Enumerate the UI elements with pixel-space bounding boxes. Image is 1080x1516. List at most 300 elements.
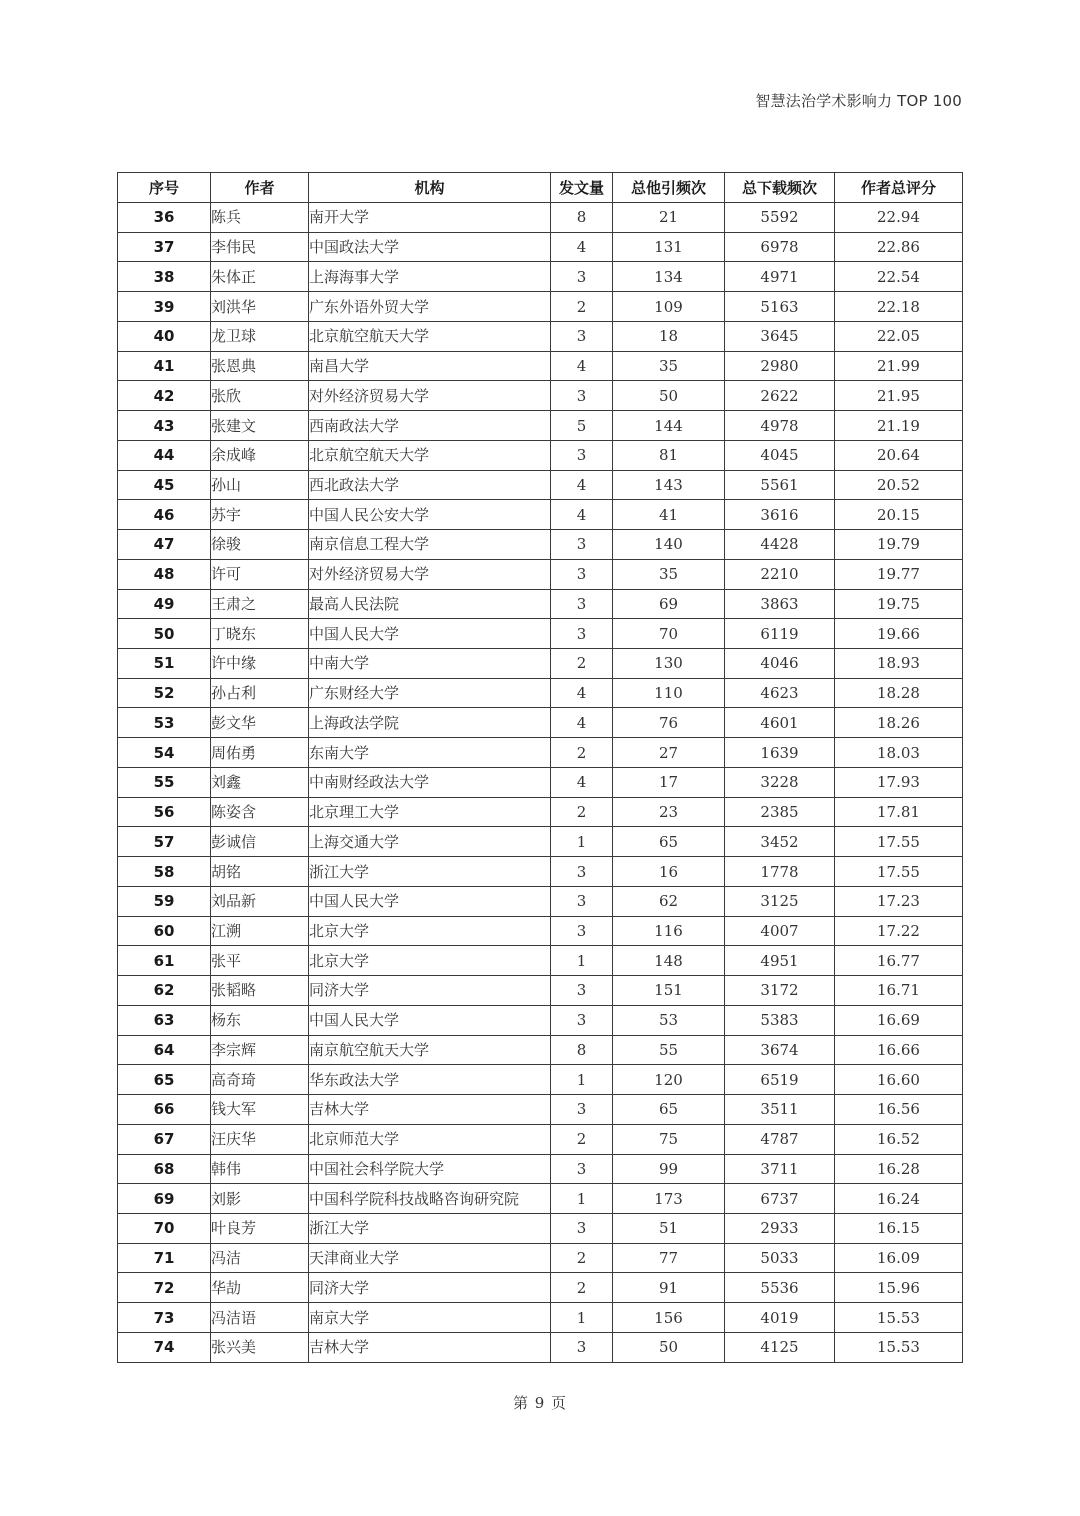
table-row [118,1124,963,1154]
cell-rank: 59 [118,886,211,916]
cell-score: 16.28 [835,1154,963,1184]
cell-score: 19.79 [835,530,963,560]
cell-rank: 48 [118,559,211,589]
cell-score: 16.24 [835,1184,963,1214]
cell-institution: 北京大学 [309,916,551,946]
cell-paper-count: 8 [551,1035,613,1065]
table-row [118,1273,963,1303]
table-row [118,203,963,233]
cell-author: 华劼 [211,1273,309,1303]
cell-downloads: 4623 [725,678,835,708]
cell-institution: 南京航空航天大学 [309,1035,551,1065]
cell-author: 张欣 [211,381,309,411]
cell-citations: 65 [613,1095,725,1125]
cell-citations: 134 [613,262,725,292]
table-row [118,1303,963,1333]
cell-rank: 61 [118,946,211,976]
cell-citations: 91 [613,1273,725,1303]
cell-citations: 70 [613,619,725,649]
table-row [118,946,963,976]
cell-author: 周佑勇 [211,738,309,768]
cell-downloads: 2622 [725,381,835,411]
cell-rank: 63 [118,1005,211,1035]
cell-rank: 38 [118,262,211,292]
cell-downloads: 4428 [725,530,835,560]
table-row [118,321,963,351]
cell-author: 刘鑫 [211,767,309,797]
cell-paper-count: 3 [551,589,613,619]
table-row [118,1095,963,1125]
cell-downloads: 4046 [725,649,835,679]
cell-institution: 北京航空航天大学 [309,440,551,470]
cell-citations: 53 [613,1005,725,1035]
cell-downloads: 4601 [725,708,835,738]
cell-rank: 60 [118,916,211,946]
table-row [118,1065,963,1095]
cell-paper-count: 8 [551,203,613,233]
cell-downloads: 5592 [725,203,835,233]
cell-rank: 69 [118,1184,211,1214]
cell-author: 余成峰 [211,440,309,470]
cell-rank: 73 [118,1303,211,1333]
cell-citations: 50 [613,381,725,411]
column-header-institution: 机构 [309,173,551,203]
cell-rank: 68 [118,1154,211,1184]
table-row [118,1154,963,1184]
table-row [118,886,963,916]
cell-score: 22.54 [835,262,963,292]
cell-author: 张韬略 [211,976,309,1006]
cell-author: 陈兵 [211,203,309,233]
cell-paper-count: 3 [551,262,613,292]
cell-citations: 55 [613,1035,725,1065]
cell-paper-count: 3 [551,321,613,351]
cell-institution: 北京理工大学 [309,797,551,827]
cell-paper-count: 3 [551,619,613,649]
cell-institution: 浙江大学 [309,1213,551,1243]
cell-score: 19.75 [835,589,963,619]
cell-paper-count: 4 [551,500,613,530]
cell-score: 18.03 [835,738,963,768]
cell-rank: 74 [118,1332,211,1362]
cell-downloads: 3863 [725,589,835,619]
cell-rank: 55 [118,767,211,797]
cell-downloads: 5536 [725,1273,835,1303]
cell-citations: 75 [613,1124,725,1154]
table-row [118,232,963,262]
cell-rank: 71 [118,1243,211,1273]
cell-downloads: 6119 [725,619,835,649]
cell-institution: 北京师范大学 [309,1124,551,1154]
cell-score: 18.28 [835,678,963,708]
cell-score: 17.22 [835,916,963,946]
cell-rank: 43 [118,411,211,441]
cell-institution: 南京信息工程大学 [309,530,551,560]
cell-rank: 46 [118,500,211,530]
cell-rank: 64 [118,1035,211,1065]
cell-score: 20.64 [835,440,963,470]
cell-rank: 40 [118,321,211,351]
cell-paper-count: 1 [551,1184,613,1214]
cell-score: 16.56 [835,1095,963,1125]
cell-downloads: 4045 [725,440,835,470]
cell-rank: 44 [118,440,211,470]
table-row [118,1213,963,1243]
cell-author: 李伟民 [211,232,309,262]
cell-rank: 42 [118,381,211,411]
cell-citations: 65 [613,827,725,857]
cell-rank: 58 [118,857,211,887]
table-row [118,1035,963,1065]
table-row [118,440,963,470]
cell-citations: 151 [613,976,725,1006]
cell-author: 李宗辉 [211,1035,309,1065]
cell-institution: 吉林大学 [309,1332,551,1362]
table-row [118,559,963,589]
cell-citations: 140 [613,530,725,560]
cell-citations: 18 [613,321,725,351]
cell-downloads: 3511 [725,1095,835,1125]
cell-score: 15.53 [835,1303,963,1333]
cell-author: 叶良芳 [211,1213,309,1243]
cell-rank: 70 [118,1213,211,1243]
cell-downloads: 4007 [725,916,835,946]
cell-paper-count: 3 [551,886,613,916]
cell-author: 钱大军 [211,1095,309,1125]
cell-paper-count: 3 [551,1005,613,1035]
cell-rank: 52 [118,678,211,708]
cell-author: 丁晓东 [211,619,309,649]
cell-institution: 中国人民大学 [309,886,551,916]
cell-rank: 54 [118,738,211,768]
cell-paper-count: 3 [551,381,613,411]
cell-author: 苏宇 [211,500,309,530]
column-header-downloads: 总下载频次 [725,173,835,203]
cell-institution: 对外经济贸易大学 [309,559,551,589]
cell-citations: 35 [613,559,725,589]
cell-institution: 中南财经政法大学 [309,767,551,797]
cell-downloads: 4971 [725,262,835,292]
cell-institution: 西北政法大学 [309,470,551,500]
cell-downloads: 4019 [725,1303,835,1333]
cell-author: 朱体正 [211,262,309,292]
table-row [118,1184,963,1214]
table-row [118,738,963,768]
table-row [118,1243,963,1273]
cell-paper-count: 3 [551,976,613,1006]
cell-downloads: 4978 [725,411,835,441]
column-header-author: 作者 [211,173,309,203]
cell-paper-count: 3 [551,559,613,589]
cell-author: 陈姿含 [211,797,309,827]
cell-institution: 华东政法大学 [309,1065,551,1095]
cell-rank: 36 [118,203,211,233]
cell-paper-count: 4 [551,470,613,500]
table-row [118,351,963,381]
cell-author: 徐骏 [211,530,309,560]
cell-paper-count: 2 [551,1273,613,1303]
cell-downloads: 3711 [725,1154,835,1184]
cell-downloads: 4787 [725,1124,835,1154]
cell-rank: 56 [118,797,211,827]
cell-downloads: 5033 [725,1243,835,1273]
page-number: 第 9 页 [512,1394,568,1412]
table-row [118,678,963,708]
header-row [118,173,963,203]
cell-institution: 南昌大学 [309,351,551,381]
cell-author: 许可 [211,559,309,589]
cell-rank: 53 [118,708,211,738]
table-row [118,916,963,946]
cell-score: 16.71 [835,976,963,1006]
cell-institution: 中国人民大学 [309,619,551,649]
cell-score: 22.05 [835,321,963,351]
cell-rank: 50 [118,619,211,649]
cell-score: 17.81 [835,797,963,827]
ranking-table [117,172,963,1363]
table-row [118,411,963,441]
cell-citations: 41 [613,500,725,530]
cell-author: 张兴美 [211,1332,309,1362]
cell-citations: 23 [613,797,725,827]
cell-downloads: 2385 [725,797,835,827]
cell-paper-count: 3 [551,440,613,470]
cell-rank: 62 [118,976,211,1006]
cell-rank: 51 [118,649,211,679]
table-row [118,1005,963,1035]
cell-downloads: 5163 [725,292,835,322]
cell-institution: 对外经济贸易大学 [309,381,551,411]
cell-citations: 77 [613,1243,725,1273]
cell-score: 18.26 [835,708,963,738]
cell-score: 15.53 [835,1332,963,1362]
cell-score: 20.52 [835,470,963,500]
cell-downloads: 5383 [725,1005,835,1035]
cell-downloads: 2933 [725,1213,835,1243]
cell-score: 22.94 [835,203,963,233]
cell-paper-count: 2 [551,797,613,827]
cell-downloads: 1639 [725,738,835,768]
table-row [118,530,963,560]
cell-institution: 中国人民公安大学 [309,500,551,530]
cell-author: 刘洪华 [211,292,309,322]
cell-institution: 西南政法大学 [309,411,551,441]
cell-paper-count: 1 [551,1303,613,1333]
table-body [118,203,963,1363]
cell-institution: 同济大学 [309,1273,551,1303]
cell-author: 孙占利 [211,678,309,708]
cell-author: 汪庆华 [211,1124,309,1154]
cell-author: 张平 [211,946,309,976]
cell-score: 22.86 [835,232,963,262]
cell-downloads: 2980 [725,351,835,381]
cell-author: 刘品新 [211,886,309,916]
cell-institution: 北京大学 [309,946,551,976]
cell-institution: 天津商业大学 [309,1243,551,1273]
cell-author: 王肃之 [211,589,309,619]
table-row [118,1332,963,1362]
cell-citations: 27 [613,738,725,768]
cell-author: 彭文华 [211,708,309,738]
cell-institution: 东南大学 [309,738,551,768]
cell-downloads: 6737 [725,1184,835,1214]
table-row [118,797,963,827]
cell-institution: 上海交通大学 [309,827,551,857]
cell-score: 17.55 [835,827,963,857]
cell-paper-count: 3 [551,1332,613,1362]
cell-paper-count: 3 [551,1095,613,1125]
cell-downloads: 3172 [725,976,835,1006]
cell-institution: 浙江大学 [309,857,551,887]
cell-author: 冯洁 [211,1243,309,1273]
cell-author: 江溯 [211,916,309,946]
cell-downloads: 5561 [725,470,835,500]
cell-paper-count: 1 [551,946,613,976]
cell-citations: 156 [613,1303,725,1333]
cell-score: 16.52 [835,1124,963,1154]
cell-paper-count: 2 [551,649,613,679]
table-row [118,708,963,738]
table-row [118,976,963,1006]
cell-rank: 67 [118,1124,211,1154]
cell-paper-count: 4 [551,351,613,381]
cell-score: 16.69 [835,1005,963,1035]
table-row [118,470,963,500]
cell-rank: 39 [118,292,211,322]
column-header-paper-count: 发文量 [551,173,613,203]
cell-author: 杨东 [211,1005,309,1035]
cell-institution: 广东财经大学 [309,678,551,708]
cell-score: 15.96 [835,1273,963,1303]
cell-citations: 76 [613,708,725,738]
cell-rank: 47 [118,530,211,560]
table-row [118,827,963,857]
cell-author: 刘影 [211,1184,309,1214]
cell-score: 21.95 [835,381,963,411]
cell-downloads: 3125 [725,886,835,916]
cell-paper-count: 3 [551,1154,613,1184]
cell-citations: 120 [613,1065,725,1095]
cell-paper-count: 3 [551,530,613,560]
cell-rank: 41 [118,351,211,381]
cell-rank: 37 [118,232,211,262]
cell-institution: 北京航空航天大学 [309,321,551,351]
cell-paper-count: 3 [551,857,613,887]
cell-institution: 上海海事大学 [309,262,551,292]
cell-citations: 144 [613,411,725,441]
cell-author: 高奇琦 [211,1065,309,1095]
cell-score: 17.93 [835,767,963,797]
cell-institution: 中国人民大学 [309,1005,551,1035]
column-header-score: 作者总评分 [835,173,963,203]
cell-citations: 16 [613,857,725,887]
cell-paper-count: 4 [551,678,613,708]
cell-author: 张建文 [211,411,309,441]
cell-author: 孙山 [211,470,309,500]
cell-citations: 17 [613,767,725,797]
cell-paper-count: 4 [551,708,613,738]
cell-paper-count: 3 [551,916,613,946]
cell-citations: 62 [613,886,725,916]
column-header-citations: 总他引频次 [613,173,725,203]
table-row [118,589,963,619]
cell-citations: 69 [613,589,725,619]
cell-citations: 99 [613,1154,725,1184]
cell-paper-count: 3 [551,1213,613,1243]
table-row [118,857,963,887]
cell-score: 16.15 [835,1213,963,1243]
cell-paper-count: 4 [551,232,613,262]
table-row [118,619,963,649]
cell-author: 彭诚信 [211,827,309,857]
cell-paper-count: 5 [551,411,613,441]
cell-citations: 110 [613,678,725,708]
cell-score: 20.15 [835,500,963,530]
cell-citations: 35 [613,351,725,381]
cell-downloads: 4951 [725,946,835,976]
cell-citations: 173 [613,1184,725,1214]
cell-citations: 130 [613,649,725,679]
cell-score: 16.77 [835,946,963,976]
cell-score: 16.60 [835,1065,963,1095]
cell-institution: 上海政法学院 [309,708,551,738]
cell-score: 22.18 [835,292,963,322]
cell-score: 17.55 [835,857,963,887]
cell-paper-count: 4 [551,767,613,797]
cell-citations: 116 [613,916,725,946]
table-header [118,173,963,203]
cell-downloads: 3452 [725,827,835,857]
cell-downloads: 3645 [725,321,835,351]
cell-author: 龙卫球 [211,321,309,351]
cell-rank: 66 [118,1095,211,1125]
running-header-title: 智慧法治学术影响力 TOP 100 [755,92,962,110]
cell-rank: 49 [118,589,211,619]
table-row [118,767,963,797]
cell-institution: 南京大学 [309,1303,551,1333]
cell-institution: 最高人民法院 [309,589,551,619]
cell-citations: 143 [613,470,725,500]
cell-paper-count: 2 [551,1243,613,1273]
cell-downloads: 6519 [725,1065,835,1095]
cell-score: 19.66 [835,619,963,649]
cell-institution: 中国社会科学院大学 [309,1154,551,1184]
cell-citations: 109 [613,292,725,322]
cell-downloads: 6978 [725,232,835,262]
cell-score: 21.99 [835,351,963,381]
cell-institution: 广东外语外贸大学 [309,292,551,322]
cell-paper-count: 1 [551,1065,613,1095]
cell-score: 17.23 [835,886,963,916]
table-row [118,381,963,411]
cell-paper-count: 2 [551,292,613,322]
cell-downloads: 4125 [725,1332,835,1362]
cell-downloads: 3228 [725,767,835,797]
cell-citations: 21 [613,203,725,233]
cell-author: 韩伟 [211,1154,309,1184]
table-row [118,292,963,322]
cell-rank: 45 [118,470,211,500]
table-row [118,262,963,292]
cell-downloads: 1778 [725,857,835,887]
cell-downloads: 2210 [725,559,835,589]
cell-downloads: 3616 [725,500,835,530]
cell-institution: 中国政法大学 [309,232,551,262]
cell-citations: 81 [613,440,725,470]
cell-rank: 72 [118,1273,211,1303]
cell-institution: 吉林大学 [309,1095,551,1125]
cell-institution: 南开大学 [309,203,551,233]
